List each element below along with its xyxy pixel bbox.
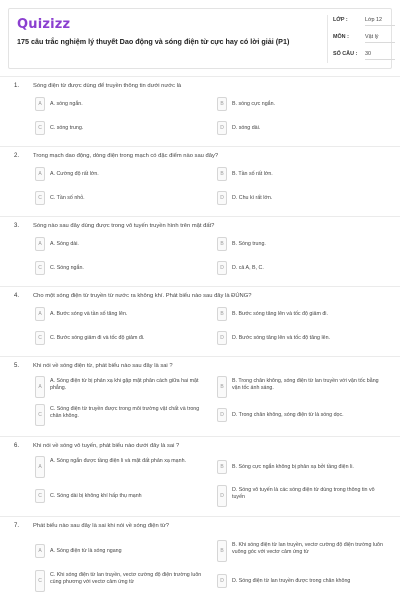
option-text: B. Bước sóng tăng lên và tốc độ giảm đi. [232, 311, 328, 317]
option-d[interactable] [217, 261, 387, 275]
option-a[interactable] [35, 237, 205, 251]
option-letter: B [217, 237, 227, 251]
option-text: C. Sóng điện từ truyền được trong môi trường vật chất và trong chân không. [50, 406, 200, 419]
option-c[interactable] [35, 570, 215, 592]
option-a[interactable] [35, 97, 205, 111]
question-3 [0, 216, 400, 286]
option-text: B. Sóng cực ngắn không bị phản xạ bởi tầng điện li. [232, 464, 354, 470]
option-d[interactable] [217, 121, 387, 135]
option-letter: C [35, 570, 45, 592]
option-letter: D [217, 331, 227, 345]
meta-divider [327, 15, 328, 63]
question-text: Cho một sóng điện từ truyền từ nước ra không khí. Phát biểu nào sau đây là ĐÚNG? [33, 293, 252, 299]
question-text: Sóng nào sau đây dùng được trong vô tuyến truyền hình trên mặt đất? [33, 223, 215, 229]
question-6 [0, 436, 400, 516]
option-text: A. Cường độ rất lớn. [50, 171, 99, 177]
option-b[interactable] [217, 376, 387, 398]
quiz-header [8, 8, 392, 69]
meta-subject [333, 31, 395, 43]
option-text: D. Trong chân không, sóng điện từ là sóng dọc. [232, 412, 344, 418]
option-letter: B [217, 167, 227, 181]
option-text: D. Bước sóng tăng lên và tốc độ tăng lên. [232, 335, 331, 341]
meta-subject-value: Vật lý [365, 34, 379, 40]
question-5 [0, 356, 400, 436]
option-c[interactable] [35, 404, 215, 426]
option-text: B. Khi sóng điện từ lan truyền, vectơ cường độ điện trường luôn vuông góc với vectơ cảm ứng từ [232, 542, 383, 555]
option-b[interactable] [217, 460, 387, 474]
question-number: 6. [14, 443, 20, 449]
question-7 [0, 516, 400, 600]
option-d[interactable] [217, 331, 387, 345]
option-letter: B [217, 460, 227, 474]
option-letter: A [35, 167, 45, 181]
option-text: A. Sóng ngắn được tầng điện li và mặt đất phản xạ mạnh. [50, 458, 186, 464]
option-letter: D [217, 261, 227, 275]
option-text: A. Sóng điện từ là sóng ngang [50, 548, 122, 554]
question-text: Khi nói về sóng vô tuyến, phát biểu nào dưới đây là sai ? [33, 443, 180, 449]
option-text: A. Sóng điện từ bị phản xạ khi gặp mặt phân cách giữa hai mặt phẳng. [50, 378, 199, 391]
meta-subject-label: MÔN : [333, 34, 349, 40]
option-letter: D [217, 121, 227, 135]
meta-grade [333, 14, 395, 26]
option-a[interactable] [35, 544, 215, 558]
option-text: C. Bước sóng giảm đi và tốc độ giảm đi. [50, 335, 145, 341]
option-c[interactable] [35, 191, 205, 205]
meta-line [365, 42, 395, 43]
option-b[interactable] [217, 97, 387, 111]
option-letter: A [35, 97, 45, 111]
option-a[interactable] [35, 167, 205, 181]
option-letter: A [35, 456, 45, 478]
option-a[interactable] [35, 456, 215, 478]
option-text: B. Trong chân không, sóng điện từ lan truyền với vận tốc bằng vận tốc ánh sáng. [232, 378, 379, 391]
option-b[interactable] [217, 237, 387, 251]
option-text: D. sóng dài. [232, 125, 261, 131]
option-text: C. Sóng dài bị không khí hấp thụ mạnh [50, 493, 142, 499]
option-letter: C [35, 121, 45, 135]
question-number: 1. [14, 83, 20, 89]
meta-count-value: 30 [365, 51, 371, 57]
option-letter: A [35, 307, 45, 321]
option-letter: A [35, 544, 45, 558]
meta-count [333, 48, 395, 60]
question-text: Sóng điện từ được dùng để truyền thông tin dưới nước là [33, 83, 182, 89]
question-number: 7. [14, 523, 20, 529]
option-a[interactable] [35, 307, 205, 321]
option-c[interactable] [35, 121, 205, 135]
option-letter: C [35, 191, 45, 205]
question-4 [0, 286, 400, 356]
option-letter: D [217, 485, 227, 507]
option-b[interactable] [217, 307, 387, 321]
option-letter: D [217, 191, 227, 205]
option-text: D. cả A, B, C. [232, 265, 264, 271]
meta-line [365, 59, 395, 60]
option-letter: C [35, 331, 45, 345]
option-text: A. sóng ngắn. [50, 101, 83, 107]
option-letter: B [217, 540, 227, 562]
option-letter: B [217, 307, 227, 321]
question-number: 5. [14, 363, 20, 369]
option-c[interactable] [35, 261, 205, 275]
question-number: 3. [14, 223, 20, 229]
option-text: A. Sóng dài. [50, 241, 79, 247]
option-d[interactable] [217, 408, 387, 422]
option-text: B. Tần số rất lớn. [232, 171, 273, 177]
option-d[interactable] [217, 485, 387, 507]
option-letter: D [217, 408, 227, 422]
question-text: Khi nói về sóng điện từ, phát biểu nào sau đây là sai ? [33, 363, 173, 369]
question-text: Trong mạch dao động, dòng điện trong mạch có đặc điểm nào sau đây? [33, 153, 219, 159]
option-text: B. Sóng trung. [232, 241, 266, 247]
question-number: 4. [14, 293, 20, 299]
option-letter: C [35, 489, 45, 503]
page-title: 175 câu trắc nghiệm lý thuyết Dao động và sóng điện từ cực hay có lời giải (P1) [17, 37, 290, 46]
option-text: B. sóng cực ngắn. [232, 101, 276, 107]
meta-grade-value: Lớp 12 [365, 17, 383, 23]
meta-count-label: SỐ CÂU : [333, 51, 358, 57]
option-text: D. Sóng điện từ lan truyền được trong chân không [232, 578, 351, 584]
quizizz-logo: Quizizz [17, 17, 71, 32]
option-text: C. Sóng ngắn. [50, 265, 84, 271]
option-b[interactable] [217, 540, 387, 562]
question-text: Phát biểu nào sau đây là sai khi nói về sóng điện từ? [33, 523, 170, 529]
option-text: A. Bước sóng và tần số tăng lên. [50, 311, 128, 317]
option-text: C. Tần số nhỏ. [50, 195, 85, 201]
meta-grade-label: LỚP : [333, 17, 348, 23]
option-letter: D [217, 574, 227, 588]
option-letter: A [35, 376, 45, 398]
option-letter: C [35, 261, 45, 275]
option-text: C. sóng trung. [50, 125, 84, 131]
question-number: 2. [14, 153, 20, 159]
option-letter: C [35, 404, 45, 426]
option-letter: B [217, 97, 227, 111]
option-text: D. Chu kì rất lớn. [232, 195, 273, 201]
option-a[interactable] [35, 376, 215, 398]
question-2 [0, 146, 400, 216]
meta-line [365, 25, 395, 26]
option-b[interactable] [217, 167, 387, 181]
option-c[interactable] [35, 331, 205, 345]
option-c[interactable] [35, 489, 215, 503]
option-text: D. Sóng vô tuyến là các sóng điện từ dùng trong thông tin vô tuyến [232, 487, 375, 500]
option-letter: B [217, 376, 227, 398]
option-text: C. Khi sóng điện từ lan truyền, vectơ cường độ điện trường luôn cùng phương với vectơ cảm ứng từ [50, 572, 202, 585]
option-letter: A [35, 237, 45, 251]
option-d[interactable] [217, 574, 387, 588]
question-1 [0, 76, 400, 146]
option-d[interactable] [217, 191, 387, 205]
